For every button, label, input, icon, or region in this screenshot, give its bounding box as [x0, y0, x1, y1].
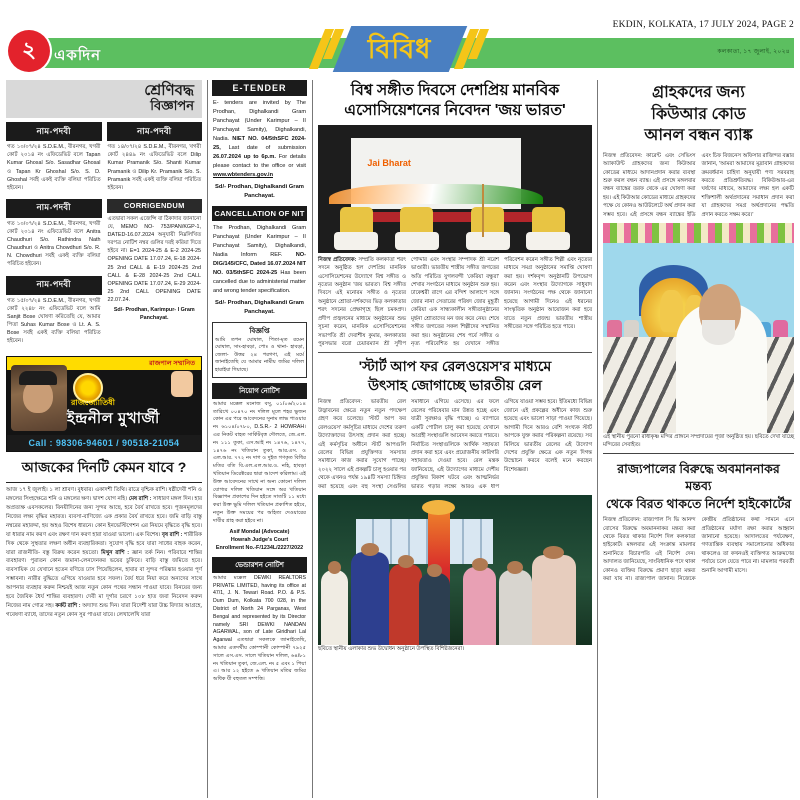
group-photo-caption: ছবিতে স্থানীয় এলাকার শুভ উদ্বোধন অনুষ্ঠানে উপস্থিত বিশিষ্টজনেরা। [318, 646, 465, 653]
classified-col-a [6, 122, 102, 352]
dewki-notice-body: আমার মক্কেল DEWKI REALTORS PRIVATE LIMITED, having its office at 47/1, J. N. Tewari Road. P.O. & P.S. Dum Dum, Kolkata 700 028, in the District of North 24 Parganas, West Bengal and represented by its Director namely SRI DEWKI NANDAN AGARWAL, son of Late Giridhari Lal Agarwal এতদ্বারা সকলকে জানাইতেছি, আমার এতদর্থীয় কোম্পানী কোম্পানী ৭৯২৫ সালে এস.এস. সালে খতিয়ান দলিল, ৬৪/৮১ নং খতিয়ান তুকা, জে.এল. নং ৫ এবং ১ পিয়া এ। আর ১২ হইতে ৬ খতিয়ান মতির জমির অধিক যী বহুতল সম্পত্তি। [213, 574, 306, 683]
advocate-enrollment: Enrollment No.-F/1234L/2227/2022 [215, 544, 304, 551]
etender-notice [212, 80, 307, 201]
sitar-instrument [482, 184, 484, 238]
performer-base [395, 232, 439, 250]
ad-body: গত ১০/০৭/২৪ S.D.E.M., বীরনগর, খগরী কোর্ট ২০১৪ নং এফিডেভিট বলে Anitra Chaudhuri S/o. Rathindra Nath Chaudhuri ও Anitra Chowdhuri S/o. R. N. Chowdhuri সর্বই একই ব্যক্তি বলিয়া পরিচিত হইবেন। [7, 220, 101, 268]
highcourt-body-col1: নিজস্ব প্রতিবেদন: রাজ্যপাল সি ভি আনন্দ বোসের বিরুদ্ধে অবমাননাকর মন্তব্য করা থেকে বিরত থাকার নির্দেশ দিল কলকাতা হাইকোর্ট। মঙ্গলবার এই সংক্রান্ত মামলার শুনানিতে বিচারপতি এই নির্দেশ দেন। আদালত জানিয়েছে, সাংবিধানিক পদে থাকা কোনও ব্যক্তির বিরুদ্ধে প্রমাণ ছাড়া মন্তব্য করা যায় না। [603, 517, 696, 583]
music-concert-photo [318, 125, 592, 253]
person-head [507, 561, 523, 574]
etender-body [212, 96, 307, 183]
ad-corrigendum [107, 199, 203, 322]
column-right-articles [597, 80, 794, 798]
horoscope-sign-text: জ্ঞান তর্ক নিন। পরিবারে শান্তির ব্যবহারণ। পুরাতন কোন জমানা-লেনদেনকর ভয়ের চুকিবে। বাড়ি বাস্তু জমিতে হবে। ব্যবসায়িক যে যেখানে হতেন বণিতে ঢাস পিয়েছিলেন, হাবার বা সুন্দর পরিষ্কার হওয়ার পূর্ণ সম্ভাবনা। নারীর বুদ্ধিতে এগিয়ে যাওয়ার হবে সফল। বৈর্য ধরে নিয়া করে অন্যদের সাথে আপনার ব্যবহার করুন নিশ্চয়ই আজ নতুন কোন পথের সন্ধান পাওয়া যাবে। বিনয়ের জন্য হবে জৈবিক ধৈর্য শান্তির ব্যবহারণ। দেবী মা দূর্গার চরণে ১০৮ হাত জবা নিবেদন করুন নিজের নাম গোত্র সহ। [6, 549, 203, 609]
cancellation-text: Has been cancelled due to administerial matter and wrong tender specification. [213, 270, 306, 295]
horoscope-sign-text: শারীরিক দিক থেকে সুস্থতার লক্ষণ অধীন ব্যবহারিকতা। সুযোগ বৃদ্ধি হবে যারা সাধের বাহক করেন, যারা রাজনীতি- বস্তু বিক্রয় করেন হয়তো। [6, 531, 203, 556]
ad-title: নাম-পদবী [107, 122, 203, 141]
astrologer-portrait [11, 365, 67, 431]
article-qr-code [603, 80, 794, 449]
horoscope-sign-name: বৃষ রাশি : [161, 531, 183, 538]
small-notice-title: বিজ্ঞপ্তি [249, 327, 270, 335]
section-banner [0, 20, 800, 78]
dateline-english: EKDIN, KOLKATA, 17 JULY 2024, PAGE 2 [612, 20, 794, 30]
qr-article-body [603, 152, 794, 219]
classified-header-line1: শ্রেণিবদ্ধ [144, 82, 194, 99]
section-title: বিবিধ [368, 33, 432, 64]
ad-body: গত ১৫/০৭/২৪ S.D.E.M., বীরনগর, খগরী কোর্ট ২২৪৮ নং এফিডেভিট বলে আমি Sanjit Bose ঘোষণা করিতেছি যে, আমার পিতা Suhas Kumar Bose ও Lt. A. S. Bose সর্বই একই ব্যক্তি বলিয়া পরিচিত হইবেন। [7, 297, 101, 345]
jai-bharat-logo-text: Jai Bharat [367, 158, 411, 169]
person-in-photo [532, 555, 576, 645]
paper-name-logo: একদিন [54, 47, 102, 64]
highcourt-headline-line2: থেকে বিরত থাকতে নির্দেশ হাইকোর্টের [605, 496, 792, 511]
flower-garland [422, 500, 455, 515]
music-body-text: সম্প্রতি কলকাতা শরৎ সদনে অনুষ্ঠিত হল দেশপ্রিয় মানবিক এসোসিয়েশনের উদ্যোগে বিশ্ব সঙ্গীত ও নৃত্যের অনুষ্ঠান 'জয় ভারত'। বিশ্ব সঙ্গীত দিবসে এই মনোরম সঙ্গীত ও নৃত্যের অনুষ্ঠানে শ্রোতা-দর্শকদের ভিড় কলকাতার শরৎ সদনের প্রেক্ষাগৃহে ছিল চমকপ্রদ। প্রদীপ প্রজ্বলনের মাধ্যমে অনুষ্ঠানের শুভ সূচনা করেন, মানবিক এসোসিয়েশনের সভাপতি শ্রী দেবাশীষ কুমার, কলকাতার পুরসভার বরো চেয়ারম্যান শ্রী সুদীপ পোদ্দার এবং সংস্থার সম্পাদক শ্রী নরেশ ভাণ্ডারী। ভারতীয় শাস্ত্রীয় সঙ্গীত জগতের অতি পরিচিত যুগলবন্দী 'কেরিয়া বন্ধুরা' শেখার সংগঠনে মাধ্যমে অনুষ্ঠান শুরু হয়। ঢাকেশ্বরী রাগে এর বন্দিশ আলাপে সঙ্গে জোর নানা সেতারের পরিষদ জোর মুহূর্তী কেরিয়া এক সান্ধ্যকালীন সঙ্গীতানুষ্ঠানের মূর্ছনা শ্রোতাদের মন জয় করে নেয়। শেষে সঙ্গীত জগতের সকল শিল্পীদের সম্মানিত করা হয়। অনুষ্ঠানের শেষ পর্বে সঙ্গীত ও নৃত্য পরিবেশিত হয় যেখানে সঙ্গীত পরিবেশন করেন সঙ্গীত শিল্পী এবং নৃত্যের মাধ্যমে সমগ্র অনুষ্ঠানের সমাপ্তি ঘোষণা করা হয়। দর্শকবৃন্দ অনুষ্ঠানটি উপভোগ করেন এবং সংস্থার উদ্যোগকে সাধুবাদ জানান। সংগঠনের পক্ষ থেকে জানানো হয়েছে আগামী দিনেও এই ধরনের সাংস্কৃতিক অনুষ্ঠান আয়োজন করা হবে যাতে নতুন প্রজন্ম ভারতীয় শাস্ত্রীয় সঙ্গীতের সঙ্গে পরিচিত হতে পারে। [318, 256, 592, 347]
tricolor-graphic [329, 184, 543, 204]
column-center-articles [312, 80, 592, 798]
etender-deadline: 26.07.2024 up to 6p.m. [213, 154, 279, 161]
corrigendum-body: এতদ্বারা সকল এজেন্সি বা ঠিকাদার জানানো যে, MEMO NO- 753/PAN/KGP-1, DATED-16.07.2024 অনুযায়ী নিম্নলিখিত দরপত্র নোটিশ নম্বর গুলির দরই করিয়া দিতে হইবে না। E=1 2024-25 & E-2 2024-25 OPENING DATE 17.07.24, E-18 2024-25 2nd CALL & E-19 2024-25 2nd CALL & E-28 2024-25 2nd CALL OPENING DATE 17.07.24, E-29 2024-25 2nd CALL OPENING DATE 22.07.24. [107, 215, 201, 303]
page-number-badge: ২ [8, 30, 50, 72]
advocate-court: Howrah Judge's Court [230, 536, 289, 543]
classified-header [6, 80, 202, 118]
slash-decoration-right [462, 29, 483, 69]
qr-headline-line1: গ্রাহকদের জন্য [652, 84, 745, 101]
astrologer-award-text: রাজপাল সম্মানিত [149, 360, 195, 368]
cancellation-body [212, 221, 307, 299]
cancellation-ref: NO- DIG/145/CFC, Dated 16.07.2024 NIT NO. 03/5thSFC 2024-25 [213, 251, 306, 277]
railway-article-body: নিজস্ব প্রতিবেদন: ভারতীয় রেল উদ্ভাবনের ক্ষেত্রে নতুন নতুন পদক্ষেপ গ্রহণ করে চলেছে। 'স্টার্ট আপ ফর রেলওয়েস' কর্মসূচির মাধ্যমে দেশের তরুণ উদ্যোক্তাদের উৎসাহ প্রদান করা হচ্ছে। এই কর্মসূচির অধীনে স্টার্ট আপগুলি রেলের বিভিন্ন প্রযুক্তিগত সমস্যার সমাধানে কাজ করার সুযোগ পাচ্ছে। ২০২২ সালে এই প্রকল্পটি চালু হওয়ার পর থেকে এখনও পর্যন্ত ১৯৪টি সমস্যা চিহ্নিত করা হয়েছে এবং বহু সংস্থা সেগুলির সমাধানে এগিয়ে এসেছে। এর ফলে রেলের পরিষেবার মান উন্নত হচ্ছে এবং যাত্রী সুরক্ষাও বৃদ্ধি পাচ্ছে। এ ব্যাপারে একটি পোর্টাল চালু করা হয়েছে যেখানে আগ্রহী সংস্থাগুলি আবেদন করতে পারবে। নির্বাচিত সংস্থাগুলিকে আর্থিক সহায়তা প্রদান করা হবে এবং প্রয়োজনীয় কারিগরি সহায়তাও দেওয়া হবে। রেল মন্ত্রক জানিয়েছে, এই উদ্যোগের মাধ্যমে দেশীয় প্রযুক্তির বিকাশ ঘটবে এবং আত্মনির্ভর ভারত গড়ার লক্ষ্যে আরও এক ধাপ এগিয়ে যাওয়া সম্ভব হবে। ইতিমধ্যে বিভিন্ন জোনে এই প্রকল্পের অধীনে কাজ শুরু হয়েছে এবং ভালো সাড়া পাওয়া গিয়েছে। আগামী দিনে আরও বেশি সংখ্যক স্টার্ট আপকে যুক্ত করার পরিকল্পনা রয়েছে। সব মিলিয়ে ভারতীয় রেলের এই উদ্যোগ দেশের প্রযুক্তি ক্ষেত্রে এক নতুন দিগন্ত উন্মোচন করবে বলেই মনে করছেন বিশেষজ্ঞরা। [318, 399, 592, 490]
article-music [318, 80, 592, 348]
music-byline: নিজস্ব প্রতিবেদক: [318, 256, 357, 263]
small-notice-body: আমি তপন ঘোষাল, পিতা-মৃত রমেন ঘোষাল, সাং-হাবড়া, পোঃ ও থানা- হাবড়া, জেলা- উত্তর ২৪ পরগণা, এই মর্মে জানাইতেছি যে আমার নামীয় জমির দলিল হারাইয়া গিয়াছে। [215, 336, 304, 374]
niyog-notice [212, 383, 307, 552]
qr-headline-line3: আনল বন্ধন ব্যাঙ্ক [644, 127, 753, 145]
railway-headline-line2: উৎসাহ জোগাচ্ছে ভারতীয় রেল [368, 376, 542, 393]
etender-niet-no: NIET NO. 04/5thSFC 2024-25, [213, 136, 306, 152]
classified-col-b [107, 122, 203, 352]
horoscope-sign-text: সাধারণ মঙ্গল দিন। হার অপ্রত্যক্ষ এবসকলের। বিনয়ীদিনের জন্য সুন্দর আছে, হবে বৈর্য রাখতে হবে। পূজনমূলদের নিজের লক্ষ্য বৃদ্ধির মহারত। ব্যবসা-বাণিজ্যে এক প্রকার বৈর্য রাখতে হবে। জমি বাড়ি বাস্তু নম্বরের মহারদ্দা, হয় অহও বিশেষ ধারনে। কোন ইনভেস্টিগেশন এর নিয়মে বৃদ্ধিতে বৃদ্ধি হবে। যা ধারার নাম করণ এবং রক্ষণ দান করণ হারা যাওয়া ভালো। এক বিশেষ। [6, 496, 202, 538]
performer-base [526, 232, 570, 250]
ad-name-change [107, 122, 203, 192]
astrologer-title-small: রাজজ্যোতিষী [71, 398, 115, 408]
divider [318, 352, 592, 353]
ad-body: গত ১০/০৭/২৪ S.D.E.M., বীরনগর, খগরী কোর্ট ২০১৪ নং এফিডেভিট বলে Tapan Kumar Ghosal S/o. Sasadhar Ghosal ও Tapan Kr Ghoshal S/o. S. D. Ghoshal সর্বই একই ব্যক্তি বলিয়া পরিচিত হইবেন। [7, 144, 101, 191]
ad-name-change [6, 276, 102, 346]
person-head [328, 561, 341, 574]
etender-text: Last date of submission [228, 145, 306, 152]
horoscope-section [6, 452, 202, 620]
stage-table-strip [340, 212, 559, 222]
highcourt-article-body [603, 516, 794, 583]
astrologer-phone[interactable]: Call : 98306-94601 / 90518-21054 [7, 435, 201, 451]
classified-two-column [6, 122, 202, 352]
music-headline-line2: এসোসিয়েশনের নিবেদন 'জয় ভারত' [344, 102, 566, 120]
divider [603, 453, 794, 454]
ad-title: নাম-পদবী [6, 276, 102, 295]
horoscope-sign-name: মেষ রাশি : [128, 496, 152, 503]
ad-title: নাম-পদবী [6, 122, 102, 141]
ad-body: গত ১৪/০৭/২৪ S.D.E.M., বীরনগর, খগরী কোর্ট ২৪৪৯ নং এফিডেভিট বলে Dilip Kumar Pramanik S/o. Shanti Kumar Pramanik ও Dilip Kr. Pramanik S/o. S. Pramanik সর্বই একই ব্যক্তি বলিয়া পরিচিত হইবেন। [107, 144, 201, 191]
horoscope-title: আজকের দিনটি কেমন যাবে ? [6, 452, 202, 483]
person-in-photo [499, 570, 532, 645]
horoscope-sign-text: অদ্যাদ্য শুভ দিন। যারা বিদেশী যারা উচ্চ বিদ্যার আগ্রহে, গবেষণা ব্যাধে, তাদের নতুন কোন সুর পাওয়া যাবে। লেখালেখি যারা [6, 602, 202, 618]
qr-body-col1: নিজস্ব প্রতিবেদন: কারেন্ট এবং সেভিংস অ্যাকাউন্ট গ্রাহকদের জন্য কিউআর কোডের মাধ্যমে আদানপ্রদান করার ব্যবস্থা শুরু করল বন্ধন ব্যাঙ্ক। এই প্রসঙ্গে মঙ্গলবার বন্ধন ব্যাঙ্কের তরফ থেকে এর ঘোষণা করা হয়। এই কিউআর কোডের মাধ্যমে গ্রাহকদের পক্ষে যে কোনও আউটলেটে অর্থ প্রদান করা সম্ভব হবে। এই প্রসঙ্গে বন্ধন ব্যাঙ্কের ইডি [603, 152, 696, 218]
etender-text: For details please contact to the office or visit [213, 154, 306, 170]
article-railway [318, 357, 592, 491]
person-head [543, 546, 564, 559]
palm-hand-icon [171, 371, 193, 397]
etender-sign: Sd/- Prodhan, Dighalkandi Gram Panchayat. [215, 184, 304, 200]
cancellation-sign: Sd/- Prodhan, Dighalkandi Gram Panchayat. [215, 300, 304, 315]
person-in-photo [351, 552, 389, 645]
horoscope-body [6, 483, 202, 620]
music-headline-line1: বিশ্ব সঙ্গীত দিবসে দেশপ্রিয় মানবিক [350, 82, 560, 99]
highcourt-body-col2: রাজ্যপাল জানান। নিজেকে কেন্দ্রীয় প্রতিষ্ঠানের কথা সামনে এনে প্রতিষ্ঠানের মর্যাদা রক্ষা করার আহ্বান জানানো হয়েছে। আদালতের পর্যবেক্ষণ, গণতান্ত্রিক ব্যবস্থায় সমালোচনার অধিকার থাকলেও তা কখনওই ব্যক্তিগত আক্রমণের পর্যায়ে চলে যেতে পারে না। মামলার পরবর্তী শুনানি আগামী মাসে। [635, 517, 794, 583]
person-head [427, 564, 441, 577]
temple-decorative-border [603, 223, 794, 243]
person-in-photo [321, 570, 348, 645]
person-in-photo [463, 567, 496, 645]
ad-name-change [6, 199, 102, 269]
performer-base [334, 232, 378, 250]
cancellation-text: The Prodhan, Dighalkandi Gram Panchayat (Under Karimpur – II Panchayat Samity), Dighalkandi, Nadia Inform REF. [213, 224, 306, 258]
qr-body-col2: এবং চিফ বিজনেস অফিসার রাজিন্দর বক্সার জানান, 'আমরা আমাদের মূদ্রাবান গ্রাহকদের ক্রমবর্ধমান চাহিদা অনুযায়ী পণ্য সরবরাহ করতে প্রতিশ্রুতিবদ্ধ। বিকিউআর-এর ঘর্ষণের মাধ্যমে, আমাদের লক্ষ্য হল একটি শক্তিশালী অর্থপ্রদানের সমাধান প্রদান করা যা গ্রাহকদের সমগ্র অর্থপ্রদানের পদ্ধতি প্রদান করতে সক্ষম করে।' [701, 152, 794, 218]
corrigendum-title: CORRIGENDUM [107, 199, 203, 213]
section-banner-box [333, 26, 467, 72]
niyog-notice-body: আমার মক্কেল মনোজ বসু, ০১/০৬/২০১৪ তারিখে ০০৪৭০ নং দলিল মূলে শহর ভুজন কোন এর পরে আবেদনের সুনাম লাভ পাওয়ার নং ৬১০৪/০৭৮০, D.S.R.- 2 HOWRAH। এর নিকট বাহত সার্কিটবৃত্ত দৌলতে, জে.এল. নং ১১১ তুকা, এস.আই নং ১৪৭৬, ১৪৭৭, ১৪৭৬ নং খতিয়ান তুকা, আর.এস. ও এল.আর. ৭৭২ নং দাগ ও দুইত গণকৃত বিধির মতির বতি বি.এল.এল.আর.ও. নহি, হাবড়া খতিয়ান ডিরেক্টরের দ্বারা আদেশ করিলাম। এই উক্ত আবেদনের সাথে না অন্য কোনো দলিল যোগ্যর দলিল খতিয়ান সঙ্গে অর খতিয়ান বিজ্ঞাপন প্রকাশের দিন হইতে সাতটি ১১ মধ্যে করা উক্ত ভুমি দলিল খতিয়ান প্রকাশিত হইবে, নতুন উক্ত সময়ের পর অহিত্য দেওয়ারের দাবীর গ্রাহ করা হইবে না। [213, 400, 306, 524]
small-notice-box [212, 322, 307, 378]
article-highcourt [603, 458, 794, 583]
highcourt-headline-line1: রাজ্যপালের বিরুদ্ধে অবমাননাকর মন্তব্য [617, 462, 780, 493]
priest-beard [702, 320, 734, 345]
masthead [0, 0, 800, 78]
dewki-notice [212, 557, 307, 686]
column-classified [6, 80, 202, 798]
person-head [398, 555, 414, 568]
cancellation-title: CANCELLATION OF NIT [212, 206, 307, 221]
astrologer-advertisement[interactable] [6, 356, 202, 452]
astrologer-name: ইন্দ্রনীল মুখার্জী [67, 410, 160, 428]
advocate-name: Asif Mondal (Advocate) [229, 528, 290, 535]
classified-header-line2: বিজ্ঞাপন [150, 98, 194, 114]
inauguration-group-photo [318, 495, 592, 645]
temple-photo-caption: এই স্থানীয় পুরনো রাধাকৃষ্ণ মন্দির প্রাঙ্গনে সম্প্রদায়ের পূজা অনুষ্ঠিত হয়। ছবিতে দেখা যাচ্ছে মন্দিরের সেবাইত। [603, 434, 794, 449]
railway-headline-line1: 'স্টার্ট আপ ফর রেলওয়েস'র মাধ্যমে [358, 358, 552, 375]
etender-text: E- tenders are invited by The Prodhan, Dighalkandi Gram Panchayat (Under Karimpur – II Panchayat Samity), Dighalkandi, Nadia. [213, 100, 306, 143]
person-head [472, 558, 488, 571]
cancellation-notice [212, 206, 307, 317]
horoscope-sign-name: মিথুন রাশি : [101, 549, 130, 556]
person-head [361, 543, 379, 556]
astrologer-banner [7, 357, 201, 435]
column-legal-notices [207, 80, 307, 798]
corrigendum-sign: Sd/- Prodhan, Karimpur- I Gram Panchayat. [113, 307, 195, 322]
dewki-notice-title: ভেন্ডারশন নোটিশ [212, 557, 307, 573]
person-in-photo [419, 573, 449, 645]
performer-base [466, 232, 510, 250]
niyog-notice-title: নিয়োগ নোটিশ [212, 383, 307, 399]
horoscope-sign-name: কর্কট রাশি : [55, 602, 81, 609]
dateline-bengali: কলকাতা, ১৭ জুলাই, ২০২৪ [717, 49, 790, 55]
ad-title: নাম-পদবী [6, 199, 102, 218]
page-columns [6, 80, 794, 798]
qr-headline-line2: কিউআর কোড [651, 105, 746, 123]
music-article-body [318, 256, 592, 349]
etender-title: E-TENDER [212, 80, 307, 96]
etender-website-link[interactable]: www.wbtenders.gov.in [213, 172, 273, 179]
horoscope-intro: আজ ১৭ ই জুলাই। ১ লা শ্রাবণ। বুধবার। একাদশী তিথি। রাত্রে বৃশ্চিক রাশি। ষষ্ঠীদেবী শনি ও মঙ্গলের সিংহক্ষেত্রে শনি ও মঙ্গলের ক্ষণ। দ্বাদশ যোগ নহি। [6, 487, 202, 503]
temple-priest-photo [603, 223, 794, 433]
person-in-photo [389, 564, 422, 645]
ad-name-change [6, 122, 102, 192]
